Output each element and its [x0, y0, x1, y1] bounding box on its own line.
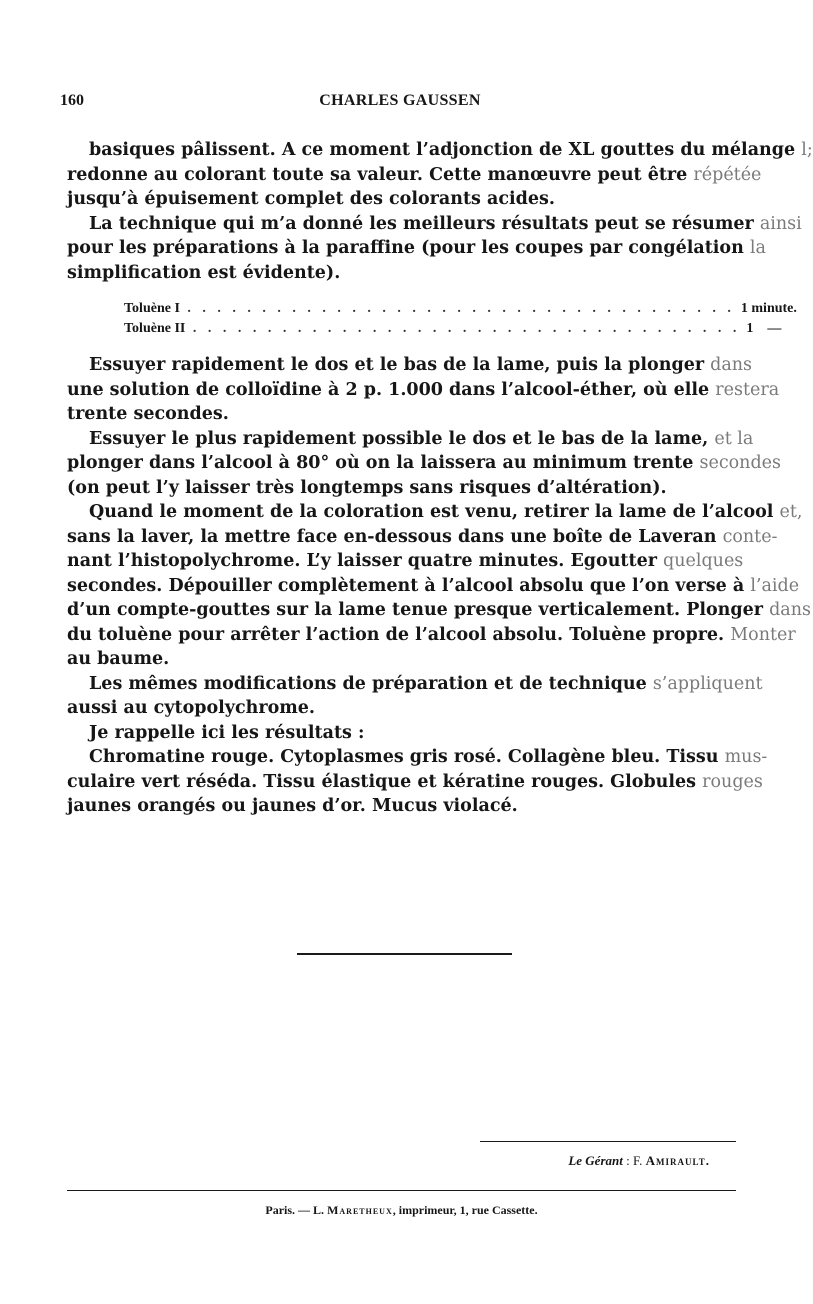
line-text: une solution de colloïdine à 2 p. 1.000 dans l’alcool-éther, où elle — [67, 379, 716, 400]
text-line — [67, 236, 767, 261]
line-text: Essuyer le plus rapidement possible le dos et le bas de la lame, — [89, 428, 715, 449]
line-text: simplification est évidente). — [67, 262, 341, 283]
paragraphs-before — [67, 138, 813, 285]
text-line — [67, 353, 767, 378]
line-text: aussi au cytopolychrome. — [67, 698, 315, 718]
line-edge-faint: l’aide — [750, 575, 800, 596]
text-line — [67, 794, 767, 819]
line-edge-faint: secondes — [699, 453, 781, 473]
paragraph — [67, 212, 802, 286]
text-line — [67, 525, 778, 550]
line-text: du toluène pour arrêter l’action de l’alcool absolu. Toluène propre. — [67, 624, 731, 645]
line-edge-faint: quelques — [663, 551, 744, 571]
text-line — [67, 770, 767, 795]
line-text: basiques pâlissent. A ce moment l’adjonction de XL gouttes du mélange — [89, 140, 802, 160]
signature-rule — [480, 1141, 736, 1142]
line-text: Essuyer rapidement le dos et le bas de la lame, puis la plonger — [89, 355, 711, 375]
line-text: jaunes orangés ou jaunes d’or. Mucus violacé. — [67, 796, 518, 816]
line-text: d’un compte-gouttes sur la lame tenue presque verticalement. Plonger — [67, 600, 770, 620]
signature-role: Le Gérant — [568, 1153, 623, 1168]
text-line — [67, 598, 811, 623]
text-line — [67, 549, 767, 574]
body-text — [67, 138, 813, 819]
text-line — [67, 500, 803, 525]
text-line — [67, 574, 800, 599]
recipe-row — [124, 299, 797, 319]
signature-separator: : F. — [622, 1153, 646, 1168]
line-text: trente secondes. — [67, 404, 229, 424]
line-edge-faint: dans — [710, 355, 753, 375]
recipe-step-time: 1 — — [746, 321, 782, 336]
imprint-printer: Maretheux — [327, 1203, 393, 1217]
line-edge-faint: l; — [801, 140, 813, 160]
printer-imprint — [67, 1203, 736, 1218]
line-text: au baume. — [67, 649, 170, 669]
line-text: Je rappelle ici les résultats : — [89, 722, 365, 743]
line-text: Chromatine rouge. Cytoplasmes gris rosé. Collagène bleu. Tissu — [89, 747, 725, 767]
line-text: Quand le moment de la coloration est venu, retirer la lame de l’alcool — [89, 502, 780, 522]
running-title: CHARLES GAUSSEN — [319, 92, 481, 109]
line-edge-faint: la — [749, 238, 766, 258]
line-text: secondes. Dépouiller complètement à l’alcool absolu que l’on verse à — [67, 575, 751, 596]
line-text: sans la laver, la mettre face en-dessous dans une boîte de Laveran — [67, 526, 723, 547]
text-line — [67, 451, 781, 476]
paragraphs-after — [67, 353, 811, 819]
text-line — [67, 427, 767, 452]
text-line — [67, 696, 767, 721]
line-text: jusqu’à épuisement complet des colorants acides. — [67, 189, 555, 209]
line-edge-faint: restera — [715, 379, 780, 400]
imprint-prefix: Paris. — L. — [265, 1203, 328, 1217]
paragraph — [67, 721, 767, 746]
recipe-step-name: Toluène I — [124, 301, 180, 316]
paragraph — [67, 500, 811, 672]
signature — [480, 1153, 710, 1169]
paragraph — [67, 138, 813, 212]
signature-name: Amirault. — [645, 1153, 710, 1168]
leader-dots: . . . . . . . . . . . . . . . . . . . . . . . . . . . . . . . . . . . . . — [185, 321, 741, 336]
line-text: La technique qui m’a donné les meilleurs résultats peut se résumer — [89, 213, 760, 234]
line-edge-faint: répétée — [693, 164, 762, 185]
text-line — [67, 672, 767, 697]
text-line — [67, 721, 767, 746]
paragraph — [67, 672, 767, 721]
recipe-step-name: Toluène II — [124, 321, 186, 336]
text-line — [67, 402, 767, 427]
line-edge-faint: et, — [779, 502, 803, 522]
line-edge-faint: Monter — [730, 624, 796, 645]
text-line — [67, 647, 767, 672]
imprint-suffix: , imprimeur, 1, rue Cassette. — [392, 1203, 538, 1217]
line-edge-faint: dans — [769, 600, 811, 620]
line-text: culaire vert réséda. Tissu élastique et kératine rouges. Globules — [67, 771, 703, 792]
recipe-step-time: 1 minute. — [740, 301, 797, 316]
text-line — [67, 187, 767, 212]
recipe-row — [124, 319, 782, 339]
line-text: redonne au colorant toute sa valeur. Cette manœuvre peut être — [67, 164, 694, 185]
text-line — [67, 212, 802, 237]
text-line — [67, 261, 767, 286]
text-line — [67, 476, 767, 501]
paragraph — [67, 745, 767, 819]
line-edge-faint: ainsi — [759, 213, 802, 234]
section-end-rule — [297, 953, 512, 955]
line-edge-faint: rouges — [702, 771, 763, 792]
text-line — [67, 138, 813, 163]
running-head — [60, 92, 740, 114]
line-text: nant l’histopolychrome. L’y laisser quatre minutes. Egoutter — [67, 551, 664, 571]
paragraph — [67, 353, 780, 427]
text-line — [67, 378, 780, 403]
text-line — [67, 623, 796, 648]
toluene-recipe — [124, 299, 797, 339]
line-edge-faint: conte- — [722, 526, 778, 547]
line-edge-faint: et la — [714, 428, 754, 449]
leader-dots: . . . . . . . . . . . . . . . . . . . . . . . . . . . . . . . . . . . . . — [179, 301, 735, 316]
paragraph — [67, 427, 781, 501]
imprint-rule — [67, 1190, 736, 1191]
line-text: Les mêmes modifications de préparation et de technique — [89, 673, 653, 694]
text-line — [67, 745, 767, 770]
text-line — [67, 163, 767, 188]
line-edge-faint: mus- — [724, 747, 768, 767]
page-number: 160 — [60, 92, 84, 109]
line-text: plonger dans l’alcool à 80° où on la laissera au minimum trente — [67, 453, 700, 473]
line-edge-faint: s’appliquent — [652, 673, 763, 694]
line-text: (on peut l’y laisser très longtemps sans risques d’altération). — [67, 477, 667, 498]
line-text: pour les préparations à la paraffine (pour les coupes par congélation — [67, 238, 750, 258]
